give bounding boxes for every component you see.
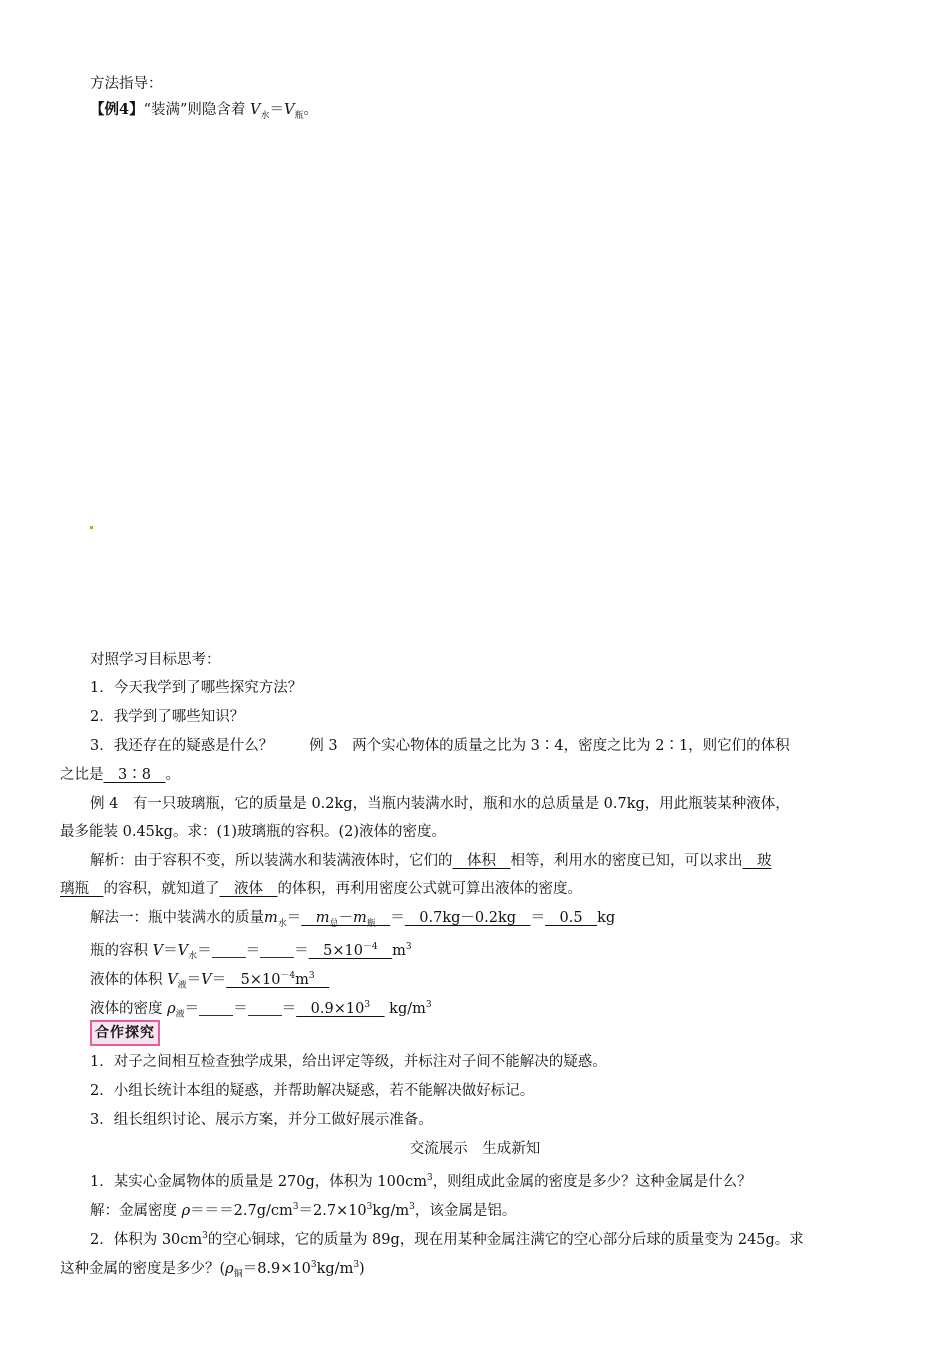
- exchange-problem-2: 2．体积为 $30cm^3$的空心铜球，它的质量为 89g，现在用某种金属注满它的空心部分后球的质量变为 245g。求: [90, 1231, 804, 1248]
- solution-density-line: 液体的密度 $\rho_液=$ ＝ ＝ $0.9\times 10^3$ $kg/m^3$: [90, 1000, 432, 1020]
- equals: ＝: [233, 1000, 248, 1017]
- coop-item-3: 3．组长组织讨论、展示方案，并分工做好展示准备。: [90, 1112, 433, 1128]
- equals: ＝: [281, 1000, 297, 1017]
- sub-water: 水: [188, 951, 198, 962]
- solution-text: 液体的体积: [90, 971, 163, 988]
- var-v: V: [167, 971, 178, 988]
- var-rho: ρ: [167, 1000, 176, 1017]
- example3-answer-line: [60, 766, 895, 784]
- answer-mass-result: 0.5: [545, 910, 598, 926]
- coop-item-1: 1．对子之间相互检查独学成果，给出评定等级，并标注对子间不能解决的疑惑。: [90, 1054, 607, 1070]
- solution-text: 解法一：瓶中装满水的质量: [90, 910, 264, 926]
- var-v: V: [177, 942, 189, 959]
- coop-item-2: 2．小组长统计本组的疑惑，并帮助解决疑惑，若不能解决做好标记。: [90, 1083, 535, 1099]
- reflect-heading: 对照学习目标思考：: [90, 652, 221, 668]
- equals: ＝: [197, 942, 212, 959]
- answer-volume-value: $5\times 10^{-4}$: [308, 942, 378, 959]
- unit-kg: kg: [597, 910, 616, 926]
- answer-liquid-volume: $5\times 10^{-4}m^3$: [226, 971, 315, 988]
- solution-mass-line: [90, 909, 925, 933]
- exchange-problem-2-cont: 这种金属的密度是多少？$(\rho_铜=8.9\times 10^3kg/m^3)$: [60, 1260, 365, 1280]
- equals: ＝: [163, 942, 178, 959]
- fraction-blank: [199, 1001, 233, 1016]
- solution-liquid-volume-line: [90, 967, 925, 995]
- solution-text: 瓶的容积: [90, 942, 148, 959]
- unit-m3: m: [392, 942, 406, 959]
- equals: ＝: [186, 971, 202, 988]
- sub-liquid: 液: [175, 1009, 185, 1020]
- example3-answer: 3∶8: [103, 767, 166, 783]
- method-example4-hint: [90, 101, 925, 125]
- example4-line1: 例 4 有一只玻璃瓶，它的质量是 0.2kg，当瓶内装满水时，瓶和水的总质量是 0.7kg，用此瓶装某种液体，: [90, 796, 790, 812]
- solution-volume-line: 瓶的容积 $V=V_水=$ ＝ ＝ $5\times 10^{-4}$ $m^3$: [90, 942, 412, 962]
- period: 。: [303, 102, 319, 118]
- answer-volume: 体积: [452, 853, 511, 869]
- var-m: m: [264, 910, 278, 926]
- coop-badge: 合作探究: [90, 1020, 160, 1046]
- example4-line2: 最多能装 0.45kg。求：(1)玻璃瓶的容积。(2)液体的密度。: [60, 824, 447, 840]
- answer-bottle: 玻: [742, 853, 772, 869]
- fraction-blank: [260, 943, 294, 958]
- equals: ＝: [184, 1000, 200, 1017]
- answer-bottle: 璃瓶: [60, 881, 104, 897]
- analysis-text: 解析：由于容积不变，所以装满水和装满液体时，它们的: [90, 853, 453, 869]
- fraction-blank: [212, 943, 246, 958]
- analysis-line1: [90, 852, 925, 870]
- exchange-solution-1: 解：金属密度 $\rho===2.7g/cm^3=2.7\times 10^3kg/m^3$，该金属是铝。: [90, 1202, 517, 1219]
- equals: ＝: [294, 942, 309, 959]
- method-heading: 方法指导：: [90, 76, 163, 92]
- sub-bottle: 瓶: [294, 110, 304, 121]
- answer-mass-expr: $m_总-m_瓶$: [315, 910, 376, 929]
- example3-cont: 之比是: [60, 767, 104, 783]
- unit-density: kg/m: [389, 1000, 426, 1017]
- fraction-blank: [248, 1001, 282, 1016]
- reflect-q1: 1．今天我学到了哪些探究方法？: [90, 680, 303, 696]
- reflect-q3: 3．我还存在的疑惑是什么？: [90, 738, 274, 754]
- analysis-text: 的体积，再利用密度公式就可算出液体的密度。: [277, 881, 582, 897]
- solution-text: 液体的密度: [90, 1000, 163, 1017]
- sub-water: 水: [277, 918, 287, 929]
- var-v: V: [201, 971, 212, 988]
- sub-liquid: 液: [177, 980, 187, 991]
- period: 。: [165, 767, 180, 783]
- equals: ＝: [530, 910, 546, 926]
- answer-mass-calc: 0.7kg－0.2kg: [404, 910, 531, 926]
- equals: ＝: [211, 971, 227, 988]
- var-v: V: [284, 102, 295, 118]
- equals: ＝: [390, 910, 405, 926]
- answer-density: $0.9\times 10^3$: [296, 1000, 371, 1017]
- example-tag: 【例4】: [90, 101, 144, 118]
- sub-water: 水: [260, 110, 270, 121]
- exchange-problem-1: 1．某实心金属物体的质量是 270g，体积为 $100cm^3$，则组成此金属的密度是多少？这种金属是什么？: [90, 1173, 752, 1190]
- equals: ＝: [286, 910, 302, 926]
- var-v: V: [152, 942, 164, 959]
- stray-dot: [90, 526, 93, 529]
- equals: ＝: [245, 942, 261, 959]
- analysis-text: 相等，利用水的密度已知，可以求出: [510, 853, 743, 869]
- example3-text: 例 3 两个实心物体的质量之比为 3∶4，密度之比为 2∶1，则它们的体积: [309, 738, 790, 754]
- reflect-q3-line: [90, 737, 925, 755]
- analysis-text: 的容积，就知道了: [103, 881, 220, 897]
- var-v: V: [250, 102, 261, 118]
- equals: ＝: [269, 102, 285, 118]
- analysis-line2: [60, 880, 895, 898]
- answer-liquid: 液体: [219, 881, 278, 897]
- section-title: 交流展示 生成新知: [409, 1141, 541, 1157]
- reflect-q2: 2．我学到了哪些知识？: [90, 709, 245, 725]
- hint-text: “装满”则隐含着: [143, 102, 246, 118]
